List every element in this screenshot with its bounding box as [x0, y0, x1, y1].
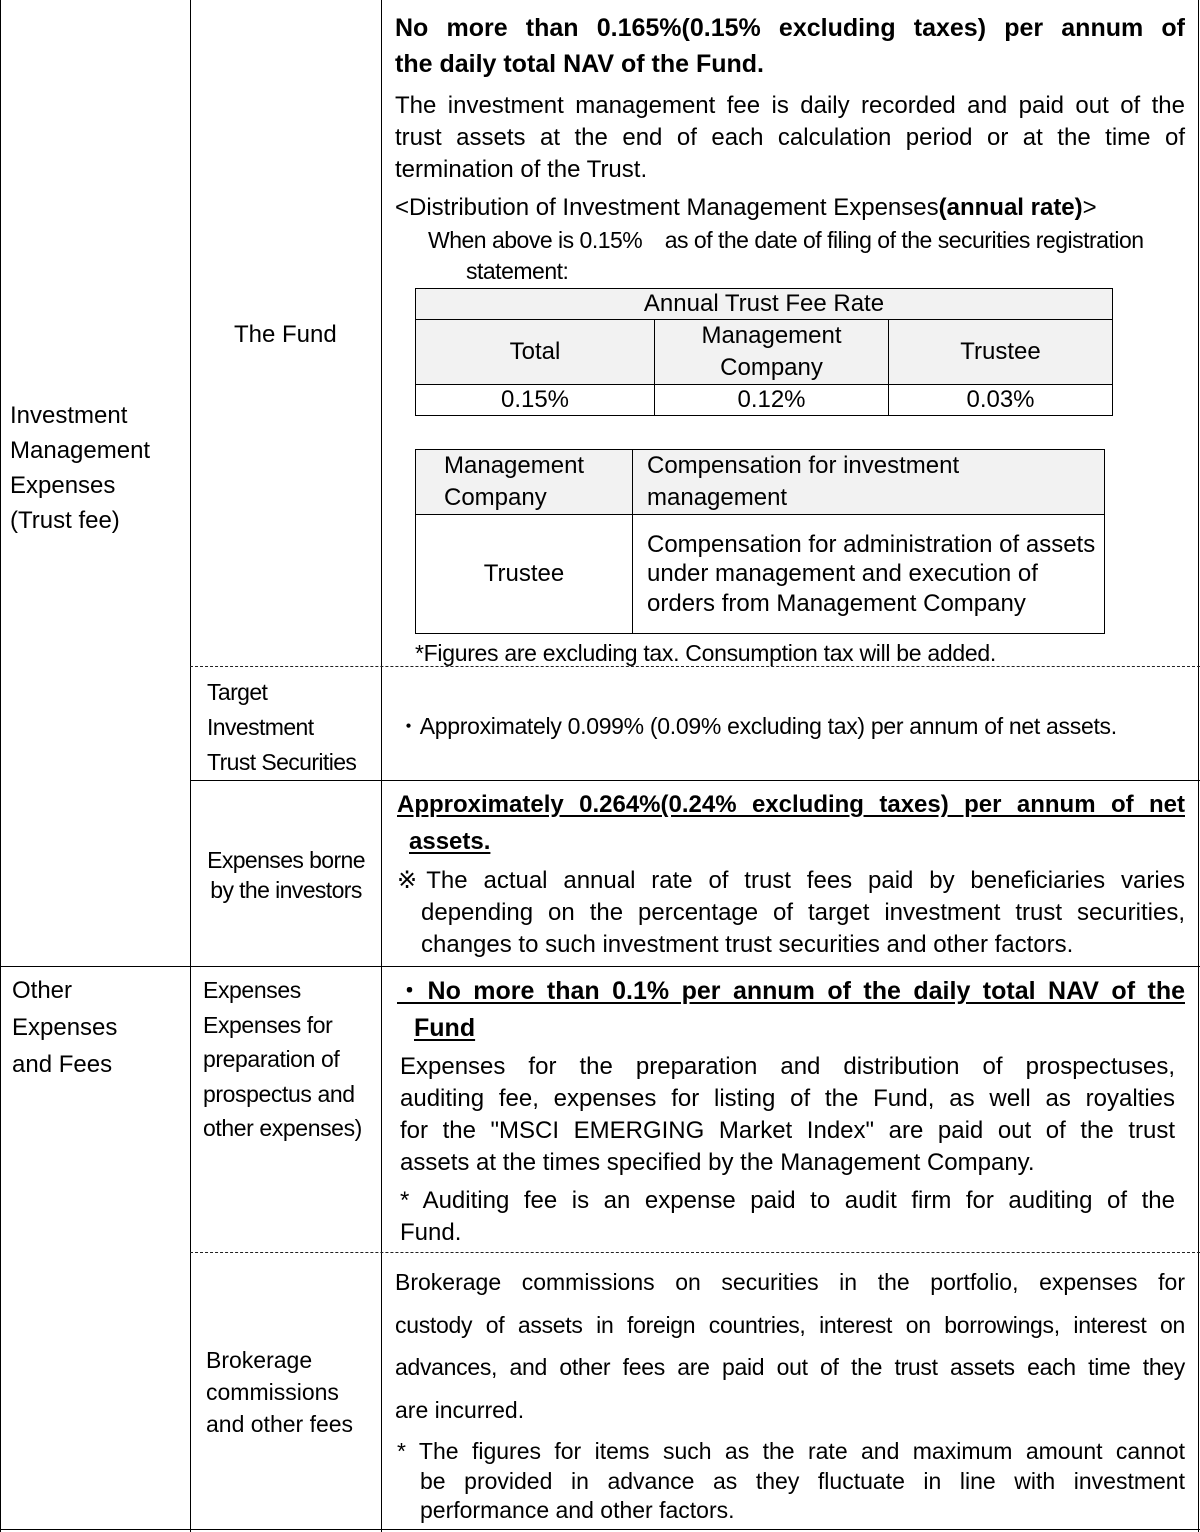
- distribution-label-text: <Distribution of Investment Management Expenses: [395, 194, 939, 221]
- comp-desc-management-text: Compensation for investment management: [647, 452, 960, 511]
- distribution-label: [395, 193, 1097, 223]
- target-investment-text: ・Approximately 0.099% (0.09% excluding tax) per annum of net assets.: [397, 713, 1117, 739]
- prep-desc-line: assets at the times specified by the Management Company.: [400, 1149, 1035, 1176]
- comp-party-trustee: Trustee: [416, 515, 633, 634]
- fund-desc-line: termination of the Trust.: [395, 156, 648, 183]
- grid-line-left: [0, 0, 1, 1532]
- fund-desc-line: trust assets at the end of each calculation period or at the time of: [395, 124, 1185, 151]
- fund-heading-line: No more than 0.165%(0.15% excluding taxes) per annum of: [395, 14, 1185, 42]
- prep-note-line: Fund.: [400, 1219, 462, 1246]
- rate-value-total: 0.15%: [416, 385, 655, 416]
- label-line: by the investors: [210, 877, 362, 903]
- label-line: Expenses: [203, 977, 301, 1003]
- label-line: preparation of: [203, 1046, 340, 1072]
- prep-desc-line: for the "MSCI EMERGING Market Index" are paid out of the trust: [400, 1117, 1175, 1144]
- borne-note-line: changes to such investment trust securities and other factors.: [421, 931, 1074, 958]
- rate-col-management: [655, 320, 889, 385]
- grid-line-col2: [381, 0, 382, 1532]
- comp-desc-trustee: [633, 515, 1105, 634]
- grid-line-right: [1198, 0, 1199, 1532]
- fund-heading-line: the daily total NAV of the Fund.: [395, 50, 764, 78]
- distribution-label-end: >: [1082, 194, 1097, 221]
- label-line: Other: [12, 977, 73, 1004]
- label-line: other expenses): [203, 1115, 362, 1141]
- when-line: When above is 0.15% as of the date of filing of the securities registration: [428, 227, 1144, 253]
- label-line: (Trust fee): [10, 507, 120, 534]
- sub-label-prep-expenses: [203, 973, 362, 1146]
- prep-heading-line: ・No more than 0.1% per annum of the daily total NAV of the: [397, 977, 1185, 1005]
- label-line: Trust Securities: [207, 749, 357, 775]
- comp-desc-management: [633, 450, 1105, 515]
- brokerage-note-line: be provided in advance as they fluctuate in line with investment: [420, 1468, 1185, 1494]
- prep-note-line: * Auditing fee is an expense paid to audit firm for auditing of the: [400, 1187, 1175, 1214]
- brokerage-note-line: performance and other factors.: [420, 1497, 735, 1523]
- brokerage-desc-line: advances, and other fees are paid out of the trust assets each time they: [395, 1354, 1185, 1380]
- rate-value-management: 0.12%: [655, 385, 889, 416]
- borne-heading-line: assets.: [409, 828, 491, 855]
- rate-table-header: Annual Trust Fee Rate: [416, 289, 1113, 320]
- comp-desc-trustee-text: Compensation for administration of assets under management and execution of orders from Management Company: [647, 530, 1096, 617]
- distribution-label-bold: (annual rate): [938, 194, 1083, 221]
- rate-col-management-text: Management Company: [701, 322, 842, 381]
- label-line: Expenses: [10, 472, 116, 499]
- label-line: Management: [10, 437, 151, 464]
- grid-line-bottom: [0, 1529, 1200, 1530]
- prep-desc-line: Expenses for the preparation and distribution of prospectuses,: [400, 1053, 1175, 1080]
- label-line: and Fees: [12, 1051, 113, 1078]
- divider-target-borne: [190, 780, 1200, 781]
- rate-col-total: Total: [416, 320, 655, 385]
- label-investment-management-expenses: [10, 398, 185, 538]
- when-line: statement:: [466, 258, 569, 284]
- label-line: and other fees: [206, 1411, 354, 1437]
- borne-note-line: depending on the percentage of target investment trust securities,: [421, 899, 1185, 926]
- sub-label-expenses-borne: [192, 845, 380, 905]
- label-line: Investment: [10, 402, 128, 429]
- label-line: commissions: [206, 1379, 339, 1405]
- divider-prep-brokerage: [190, 1252, 1200, 1253]
- grid-line-col1: [190, 0, 191, 1532]
- prep-heading-line: Fund: [414, 1014, 476, 1042]
- sub-label-brokerage: [206, 1344, 353, 1440]
- label-line: Brokerage: [206, 1347, 313, 1373]
- label-line: Investment: [207, 714, 314, 740]
- brokerage-desc-line: Brokerage commissions on securities in the portfolio, expenses for: [395, 1269, 1185, 1295]
- label-line: Expenses: [12, 1014, 118, 1041]
- brokerage-note-line: * The figures for items such as the rate and maximum amount cannot: [397, 1438, 1185, 1464]
- label-line: Target: [207, 679, 268, 705]
- comp-party-management: [416, 450, 633, 515]
- compensation-table: [415, 449, 1105, 634]
- rate-value-trustee: 0.03%: [889, 385, 1113, 416]
- brokerage-desc-line: are incurred.: [395, 1397, 525, 1423]
- fund-desc-line: The investment management fee is daily recorded and paid out of the: [395, 92, 1185, 119]
- sub-label-target-investment: [207, 675, 356, 780]
- fund-tax-note: *Figures are excluding tax. Consumption tax will be added.: [415, 640, 996, 666]
- label-other-expenses: [12, 972, 187, 1083]
- prep-desc-line: auditing fee, expenses for listing of the Fund, as well as royalties: [400, 1085, 1175, 1112]
- comp-party-management-text: Management Company: [444, 452, 585, 511]
- label-line: Expenses borne: [207, 847, 365, 873]
- brokerage-desc-line: custody of assets in foreign countries, interest on borrowings, interest on: [395, 1312, 1185, 1338]
- label-line: prospectus and: [203, 1080, 355, 1107]
- borne-heading-line: Approximately 0.264%(0.24% excluding taxes) per annum of net: [397, 791, 1185, 818]
- borne-note-line: ※The actual annual rate of trust fees paid by beneficiaries varies: [397, 867, 1185, 894]
- divider-sections: [0, 966, 1200, 967]
- annual-trust-fee-table: [415, 288, 1113, 416]
- sub-label-the-fund: The Fund: [234, 321, 337, 348]
- label-line: Expenses for: [203, 1011, 333, 1038]
- rate-col-trustee: Trustee: [889, 320, 1113, 385]
